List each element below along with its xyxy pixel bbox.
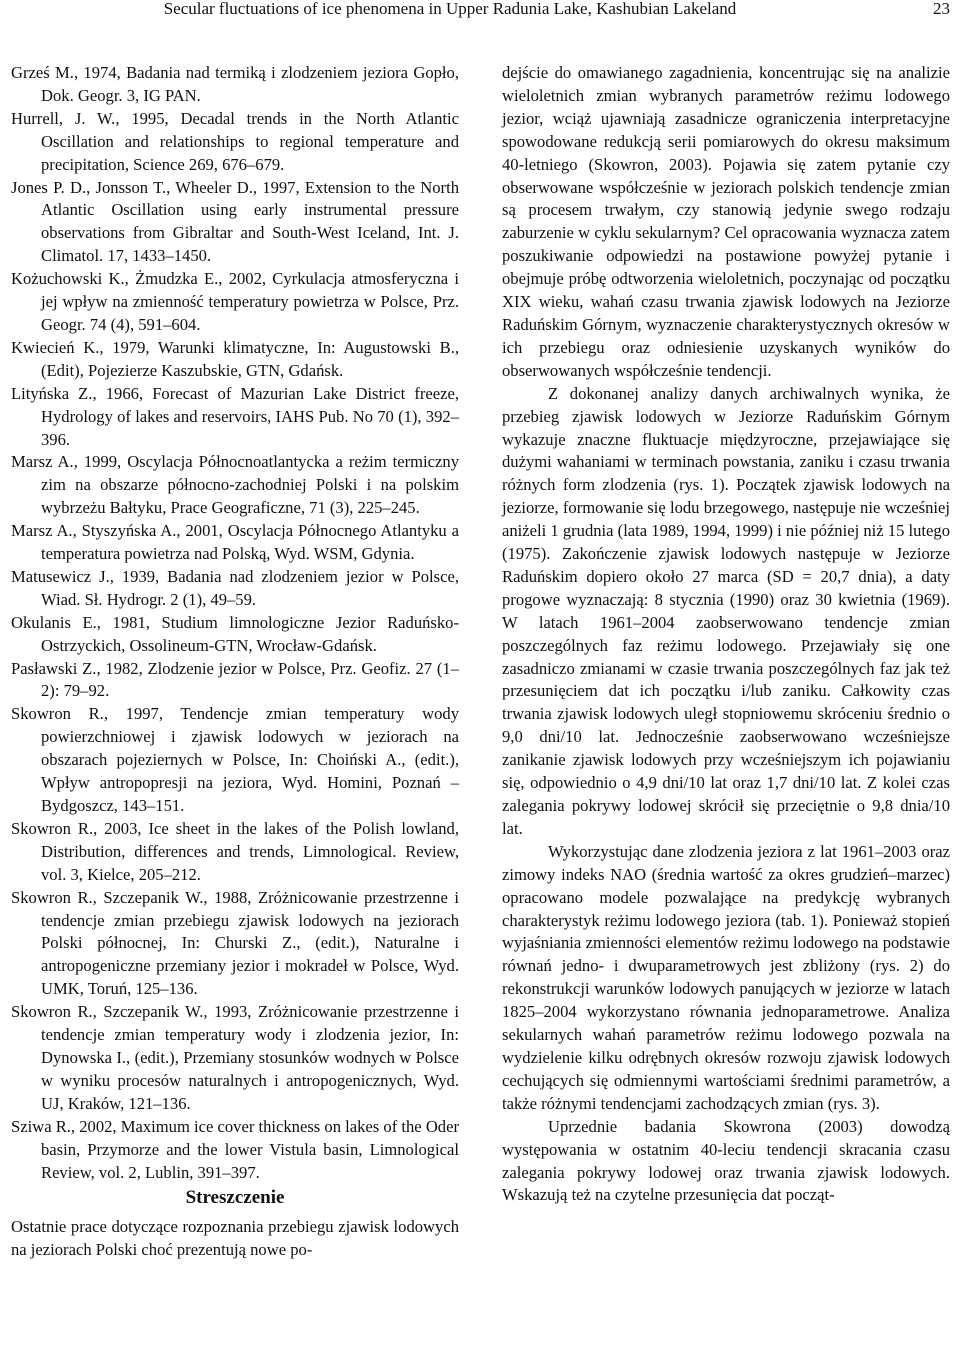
- reference-list: [11, 62, 459, 1184]
- abstract-heading: Streszczenie: [185, 1187, 285, 1209]
- reference-item: Kwiecień K., 1979, Warunki klimatyczne, In: Augustowski B., (Edit), Pojezierze Kaszubskie, GTN, Gdańsk.: [11, 337, 459, 380]
- reference-item: Hurrell, J. W., 1995, Decadal trends in the North Atlantic Oscillation and relationships to regional temperature and precipitation, Science 269, 676–679.: [11, 108, 459, 174]
- reference-item: Okulanis E., 1981, Studium limnologiczne Jezior Raduńsko-Ostrzyckich, Ossolineum-GTN, Wrocław-Gdańsk.: [11, 612, 459, 655]
- abstract-paragraph: dejście do omawianego zagadnienia, koncentrując się na analizie wieloletnich zmian wybranych parametrów reżimu lodowego jezior, wciąż ujawniają zasadnicze ograniczenia interpretacyjne spowodowane redukcją serii pomiarowych do okresu maksimum 40-letniego (Skowron, 2003). Pojawia się zatem pytanie czy obserwowane współcześnie w jeziorach polskich tendencje zmian są procesem trwałym, czy stanowią jedynie swego rodzaju zaburzenie w cyklu sekularnym? Cel opracowania wyznacza zatem poszukiwanie odpowiedzi na postawione powyżej pytanie i obejmuje próbę odtworzenia wieloletnich, poczynając od początku XIX wieku, wahań czasu trwania zjawisk lodowych na Jeziorze Raduńskim Górnym, wyznaczenie charakterystycznych okresów w ich przebiegu oraz odniesienie uzyskanych wyników do obserwowanych współcześnie tendencji.: [502, 63, 950, 380]
- running-title: Secular fluctuations of ice phenomena in Upper Radunia Lake, Kashubian Lakeland: [163, 0, 737, 18]
- reference-item: Grześ M., 1974, Badania nad termiką i zlodzeniem jeziora Gopło, Dok. Geogr. 3, IG PAN.: [11, 63, 459, 105]
- reference-item: Skowron R., Szczepanik W., 1993, Zróżnicowanie przestrzenne i tendencje zmian temperatury wody i zlodzenia jezior, In: Dynowska I., (edit.), Przemiany stosunków wodnych w Polsce w wyniku procesów naturalnych i antropogenicznych, Wyd. UJ, Kraków, 121–136.: [11, 1002, 459, 1113]
- right-column: [502, 62, 950, 1207]
- reference-item: Marsz A., Styszyńska A., 2001, Oscylacja Północnego Atlantyku a temperatura powietrza nad Polską, Wyd. WSM, Gdynia.: [11, 521, 459, 564]
- abstract-paragraph: Wykorzystując dane zlodzenia jeziora z lat 1961–2003 oraz zimowy indeks NAO (średnia wartość za okres grudzień–marzec) opracowano modele pozwalające na predykcję wybranych charakterystyk reżimu lodowego jeziora (tab. 1). Ponieważ stopień wyjaśniania zmienności elementów reżimu lodowego na podstawie równań jedno- i dwuparametrowych jest zbliżony (rys. 2) do rekonstrukcji warunków lodowych panujących w jeziorze w latach 1825–2004 wykorzystano równania jednoparametrowe. Analiza sekularnych wahań parametrów reżimu lodowego pozwala na wydzielenie kilku odrębnych okresów rozwoju zjawisk lodowych cechujących się odmiennymi wartościami średnimi parametrów, a także różnymi tendencjami zachodzących zmian (rys. 3).: [502, 841, 950, 1113]
- reference-item: Marsz A., 1999, Oscylacja Północnoatlantycka a reżim termiczny zim na obszarze północno-zachodniej Polski i na polskim wybrzeżu Bałtyku, Prace Geograficzne, 71 (3), 225–245.: [11, 452, 459, 518]
- reference-item: Matusewicz J., 1939, Badania nad zlodzeniem jezior w Polsce, Wiad. Sł. Hydrogr. 2 (1), 49–59.: [11, 566, 459, 609]
- reference-item: Skowron R., 1997, Tendencje zmian temperatury wody powierzchniowej i zjawisk lodowych w jeziorach na obszarach pojeziernych w Polsce, In: Choiński A., (edit.), Wpływ antropopresji na jeziora, Wyd. Homini, Poznań – Bydgoszcz, 143–151.: [11, 704, 459, 815]
- abstract-paragraph: Z dokonanej analizy danych archiwalnych wynika, że przebieg zjawisk lodowych w Jeziorze Raduńskim Górnym wykazuje znaczne fluktuacje międzyroczne, przejawiające się dużymi wahaniami w terminach powstania, zaniku i czasu trwania różnych form zlodzenia (rys. 1). Początek zjawisk lodowych na jeziorze, formowanie się lodu brzegowego, następuje nie wcześniej aniżeli 1 grudnia (lata 1989, 1994, 1999) i nie później niż 15 lutego (1975). Zakończenie zjawisk lodowych następuje w Jeziorze Raduńskim dopiero około 27 marca (SD = 20,7 dnia), a daty progowe wyznaczają: 8 stycznia (1990) oraz 30 kwietnia (1969). W latach 1961–2004 zaobserwowano tendencje zmian poszczególnych faz reżimu lodowego. Przejawiały się one zasadniczo zmianami w czasie trwania poszczególnych faz jak też przesunięciem dat ich początku i/lub zaniku. Całkowity czas trwania zjawisk lodowych uległ stopniowemu skróceniu średnio o 9,0 dni/10 lat. Jednocześnie zaobserwowano wcześniejsze zanikanie zjawisk lodowych przy wcześniejszym ich pojawianiu się, odpowiednio o 4,9 dni/10 lat oraz 1,7 dni/10 lat. Z kolei czas zalegania pokrywy lodowej skrócił się przeciętnie o 9,8 dnia/10 lat.: [502, 383, 950, 838]
- abstract-paragraph: Ostatnie prace dotyczące rozpoznania przebiegu zjawisk lodowych na jeziorach Polski choć prezentują nowe po-: [11, 1217, 459, 1260]
- abstract-paragraph: Uprzednie badania Skowrona (2003) dowodzą występowania w ostatnim 40-leciu tendencji skracania czasu zalegania pokrywy lodowej oraz trwania zjawisk lodowych. Wskazują też na czytelne przesunięcia dat począt-: [502, 1116, 950, 1205]
- reference-item: Skowron R., Szczepanik W., 1988, Zróżnicowanie przestrzenne i tendencje zmian przebiegu zjawisk lodowych na jeziorach Polski północnej, In: Churski Z., (edit.), Naturalne i antropogeniczne przemiany jezior i mokradeł w Polsce, Wyd. UMK, Toruń, 125–136.: [11, 887, 459, 999]
- running-header: [0, 0, 960, 28]
- reference-item: Lityńska Z., 1966, Forecast of Mazurian Lake District freeze, Hydrology of lakes and reservoirs, IAHS Pub. No 70 (1), 392–396.: [11, 383, 459, 449]
- reference-item: Sziwa R., 2002, Maximum ice cover thickness on lakes of the Oder basin, Przymorze and the lower Vistula basin, Limnological Review, vol. 2, Lublin, 391–397.: [11, 1116, 459, 1182]
- left-column: [11, 62, 459, 1262]
- reference-item: Pasławski Z., 1982, Zlodzenie jezior w Polsce, Prz. Geofiz. 27 (1–2): 79–92.: [11, 658, 459, 701]
- reference-item: Jones P. D., Jonsson T., Wheeler D., 1997, Extension to the North Atlantic Oscillation using early instrumental pressure observations from Gibraltar and South-West Iceland, Int. J. Climatol. 17, 1433–1450.: [11, 177, 459, 266]
- reference-item: Kożuchowski K., Żmudzka E., 2002, Cyrkulacja atmosferyczna i jej wpływ na zmienność temperatury powietrza w Polsce, Prz. Geogr. 74 (4), 591–604.: [11, 269, 459, 334]
- reference-item: Skowron R., 2003, Ice sheet in the lakes of the Polish lowland, Distribution, differences and trends, Limnological. Review, vol. 3, Kielce, 205–212.: [11, 818, 459, 884]
- page-number: 23: [933, 0, 950, 18]
